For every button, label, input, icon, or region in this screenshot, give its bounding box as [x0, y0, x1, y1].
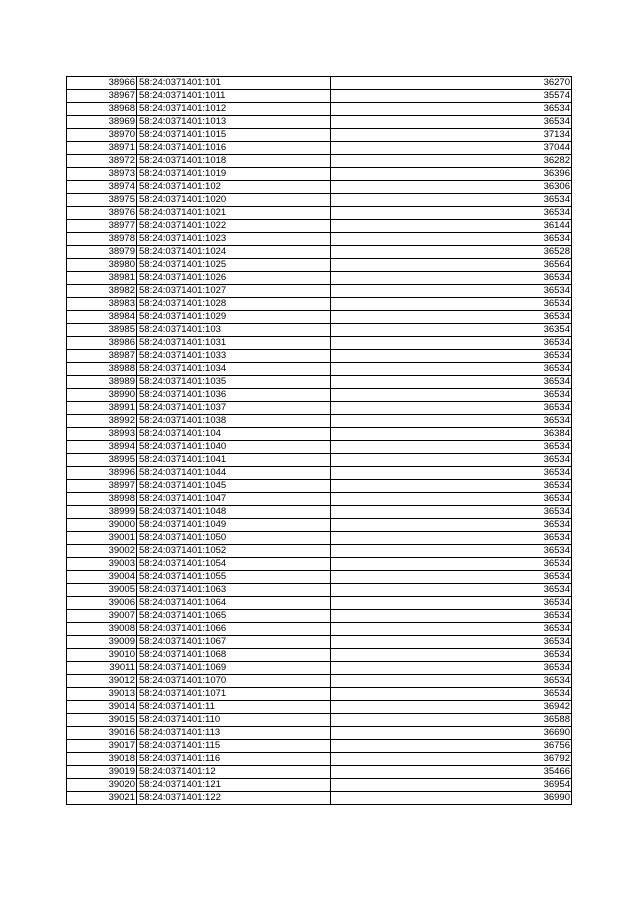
value-cell: 36534 [331, 558, 572, 571]
table-row [67, 675, 572, 688]
row-number-cell: 38978 [67, 233, 137, 246]
table-row [67, 194, 572, 207]
row-number-cell: 38997 [67, 480, 137, 493]
data-table [66, 76, 572, 805]
table-row [67, 337, 572, 350]
cadastral-number-cell: 58:24:0371401:1020 [137, 194, 331, 207]
row-number-cell: 38974 [67, 181, 137, 194]
row-number-cell: 38972 [67, 155, 137, 168]
table-row [67, 597, 572, 610]
value-cell: 36534 [331, 350, 572, 363]
row-number-cell: 38968 [67, 103, 137, 116]
value-cell: 36534 [331, 610, 572, 623]
table-row [67, 389, 572, 402]
cadastral-number-cell: 58:24:0371401:1050 [137, 532, 331, 545]
value-cell: 36954 [331, 779, 572, 792]
table-row [67, 493, 572, 506]
cadastral-number-cell: 58:24:0371401:11 [137, 701, 331, 714]
table-row [67, 766, 572, 779]
cadastral-number-cell: 58:24:0371401:1011 [137, 90, 331, 103]
cadastral-number-cell: 58:24:0371401:1065 [137, 610, 331, 623]
value-cell: 36396 [331, 168, 572, 181]
row-number-cell: 38971 [67, 142, 137, 155]
cadastral-number-cell: 58:24:0371401:1035 [137, 376, 331, 389]
cadastral-number-cell: 58:24:0371401:1047 [137, 493, 331, 506]
table-row [67, 558, 572, 571]
value-cell: 36534 [331, 480, 572, 493]
cadastral-number-cell: 58:24:0371401:1013 [137, 116, 331, 129]
table-row [67, 402, 572, 415]
table-row [67, 506, 572, 519]
cadastral-number-cell: 58:24:0371401:1012 [137, 103, 331, 116]
cadastral-number-cell: 58:24:0371401:1022 [137, 220, 331, 233]
value-cell: 36534 [331, 506, 572, 519]
value-cell: 36534 [331, 103, 572, 116]
table-row [67, 467, 572, 480]
cadastral-number-cell: 58:24:0371401:1069 [137, 662, 331, 675]
value-cell: 36528 [331, 246, 572, 259]
value-cell: 36534 [331, 519, 572, 532]
value-cell: 36534 [331, 441, 572, 454]
row-number-cell: 38983 [67, 298, 137, 311]
row-number-cell: 38981 [67, 272, 137, 285]
value-cell: 36534 [331, 116, 572, 129]
row-number-cell: 39001 [67, 532, 137, 545]
table-row [67, 181, 572, 194]
table-row [67, 688, 572, 701]
cadastral-number-cell: 58:24:0371401:115 [137, 740, 331, 753]
value-cell: 36384 [331, 428, 572, 441]
cadastral-number-cell: 58:24:0371401:101 [137, 77, 331, 90]
value-cell: 36942 [331, 701, 572, 714]
table-row [67, 740, 572, 753]
cadastral-number-cell: 58:24:0371401:1049 [137, 519, 331, 532]
row-number-cell: 38982 [67, 285, 137, 298]
cadastral-number-cell: 58:24:0371401:1018 [137, 155, 331, 168]
cadastral-number-cell: 58:24:0371401:1027 [137, 285, 331, 298]
table-row [67, 376, 572, 389]
value-cell: 36534 [331, 649, 572, 662]
row-number-cell: 39009 [67, 636, 137, 649]
row-number-cell: 38987 [67, 350, 137, 363]
cadastral-number-cell: 58:24:0371401:116 [137, 753, 331, 766]
cadastral-number-cell: 58:24:0371401:1054 [137, 558, 331, 571]
table-row [67, 428, 572, 441]
cadastral-number-cell: 58:24:0371401:110 [137, 714, 331, 727]
row-number-cell: 38998 [67, 493, 137, 506]
value-cell: 36306 [331, 181, 572, 194]
row-number-cell: 38973 [67, 168, 137, 181]
row-number-cell: 38994 [67, 441, 137, 454]
value-cell: 36690 [331, 727, 572, 740]
value-cell: 36534 [331, 207, 572, 220]
table-row [67, 480, 572, 493]
cadastral-number-cell: 58:24:0371401:1066 [137, 623, 331, 636]
row-number-cell: 38977 [67, 220, 137, 233]
table-row [67, 246, 572, 259]
row-number-cell: 38995 [67, 454, 137, 467]
table-row [67, 155, 572, 168]
value-cell: 36534 [331, 493, 572, 506]
cadastral-number-cell: 58:24:0371401:1070 [137, 675, 331, 688]
value-cell: 36144 [331, 220, 572, 233]
cadastral-number-cell: 58:24:0371401:1019 [137, 168, 331, 181]
table-row [67, 532, 572, 545]
table-row [67, 298, 572, 311]
cadastral-number-cell: 58:24:0371401:1016 [137, 142, 331, 155]
cadastral-number-cell: 58:24:0371401:1026 [137, 272, 331, 285]
cadastral-number-cell: 58:24:0371401:1025 [137, 259, 331, 272]
value-cell: 36534 [331, 688, 572, 701]
value-cell: 37044 [331, 142, 572, 155]
row-number-cell: 39013 [67, 688, 137, 701]
table-row [67, 610, 572, 623]
row-number-cell: 39008 [67, 623, 137, 636]
value-cell: 36534 [331, 584, 572, 597]
table-row [67, 662, 572, 675]
row-number-cell: 39016 [67, 727, 137, 740]
cadastral-number-cell: 58:24:0371401:1052 [137, 545, 331, 558]
table-row [67, 519, 572, 532]
row-number-cell: 38990 [67, 389, 137, 402]
value-cell: 36534 [331, 467, 572, 480]
table-row [67, 259, 572, 272]
value-cell: 36534 [331, 233, 572, 246]
cadastral-number-cell: 58:24:0371401:1055 [137, 571, 331, 584]
cadastral-number-cell: 58:24:0371401:1044 [137, 467, 331, 480]
value-cell: 36534 [331, 662, 572, 675]
cadastral-number-cell: 58:24:0371401:1028 [137, 298, 331, 311]
value-cell: 36588 [331, 714, 572, 727]
table-row [67, 571, 572, 584]
row-number-cell: 38976 [67, 207, 137, 220]
value-cell: 36534 [331, 597, 572, 610]
row-number-cell: 39002 [67, 545, 137, 558]
value-cell: 36534 [331, 311, 572, 324]
value-cell: 36534 [331, 363, 572, 376]
value-cell: 36534 [331, 415, 572, 428]
row-number-cell: 39004 [67, 571, 137, 584]
cadastral-number-cell: 58:24:0371401:1023 [137, 233, 331, 246]
value-cell: 36534 [331, 571, 572, 584]
table-row [67, 324, 572, 337]
row-number-cell: 39020 [67, 779, 137, 792]
value-cell: 37134 [331, 129, 572, 142]
row-number-cell: 38980 [67, 259, 137, 272]
cadastral-number-cell: 58:24:0371401:1048 [137, 506, 331, 519]
cadastral-number-cell: 58:24:0371401:1038 [137, 415, 331, 428]
row-number-cell: 38992 [67, 415, 137, 428]
value-cell: 35466 [331, 766, 572, 779]
table-row [67, 584, 572, 597]
row-number-cell: 38988 [67, 363, 137, 376]
value-cell: 36270 [331, 77, 572, 90]
cadastral-number-cell: 58:24:0371401:1063 [137, 584, 331, 597]
table-row [67, 779, 572, 792]
table-row [67, 636, 572, 649]
value-cell: 36534 [331, 376, 572, 389]
row-number-cell: 39003 [67, 558, 137, 571]
table-row [67, 103, 572, 116]
table-row [67, 350, 572, 363]
table-row [67, 714, 572, 727]
row-number-cell: 38975 [67, 194, 137, 207]
value-cell: 36534 [331, 675, 572, 688]
table-row [67, 220, 572, 233]
table-row [67, 207, 572, 220]
table-row [67, 129, 572, 142]
row-number-cell: 38979 [67, 246, 137, 259]
row-number-cell: 39014 [67, 701, 137, 714]
row-number-cell: 38993 [67, 428, 137, 441]
cadastral-number-cell: 58:24:0371401:1041 [137, 454, 331, 467]
cadastral-number-cell: 58:24:0371401:1064 [137, 597, 331, 610]
row-number-cell: 38991 [67, 402, 137, 415]
cadastral-number-cell: 58:24:0371401:1045 [137, 480, 331, 493]
row-number-cell: 39007 [67, 610, 137, 623]
value-cell: 36534 [331, 454, 572, 467]
row-number-cell: 39019 [67, 766, 137, 779]
cadastral-number-cell: 58:24:0371401:103 [137, 324, 331, 337]
row-number-cell: 39017 [67, 740, 137, 753]
value-cell: 36534 [331, 337, 572, 350]
value-cell: 36534 [331, 545, 572, 558]
row-number-cell: 39021 [67, 792, 137, 805]
table-row [67, 545, 572, 558]
value-cell: 36534 [331, 623, 572, 636]
value-cell: 36534 [331, 636, 572, 649]
row-number-cell: 39012 [67, 675, 137, 688]
table-row [67, 623, 572, 636]
row-number-cell: 38999 [67, 506, 137, 519]
table-row [67, 649, 572, 662]
cadastral-number-cell: 58:24:0371401:1040 [137, 441, 331, 454]
cadastral-number-cell: 58:24:0371401:1033 [137, 350, 331, 363]
cadastral-number-cell: 58:24:0371401:102 [137, 181, 331, 194]
value-cell: 36534 [331, 532, 572, 545]
cadastral-number-cell: 58:24:0371401:121 [137, 779, 331, 792]
value-cell: 36282 [331, 155, 572, 168]
row-number-cell: 38985 [67, 324, 137, 337]
value-cell: 36534 [331, 402, 572, 415]
value-cell: 35574 [331, 90, 572, 103]
row-number-cell: 38986 [67, 337, 137, 350]
cadastral-number-cell: 58:24:0371401:1036 [137, 389, 331, 402]
value-cell: 36534 [331, 285, 572, 298]
row-number-cell: 38966 [67, 77, 137, 90]
cadastral-number-cell: 58:24:0371401:1071 [137, 688, 331, 701]
value-cell: 36756 [331, 740, 572, 753]
cadastral-number-cell: 58:24:0371401:1037 [137, 402, 331, 415]
cadastral-number-cell: 58:24:0371401:104 [137, 428, 331, 441]
row-number-cell: 38967 [67, 90, 137, 103]
value-cell: 36534 [331, 194, 572, 207]
table-row [67, 441, 572, 454]
table-row [67, 792, 572, 805]
table-row [67, 454, 572, 467]
table-body [67, 77, 572, 805]
cadastral-number-cell: 58:24:0371401:1015 [137, 129, 331, 142]
table-row [67, 168, 572, 181]
value-cell: 36990 [331, 792, 572, 805]
row-number-cell: 39000 [67, 519, 137, 532]
row-number-cell: 39011 [67, 662, 137, 675]
table-row [67, 233, 572, 246]
cadastral-number-cell: 58:24:0371401:1029 [137, 311, 331, 324]
row-number-cell: 39018 [67, 753, 137, 766]
table-row [67, 285, 572, 298]
cadastral-number-cell: 58:24:0371401:1067 [137, 636, 331, 649]
table-row [67, 727, 572, 740]
value-cell: 36534 [331, 389, 572, 402]
table-row [67, 90, 572, 103]
table-row [67, 311, 572, 324]
row-number-cell: 38989 [67, 376, 137, 389]
table-row [67, 272, 572, 285]
row-number-cell: 39006 [67, 597, 137, 610]
row-number-cell: 38970 [67, 129, 137, 142]
cadastral-number-cell: 58:24:0371401:113 [137, 727, 331, 740]
value-cell: 36792 [331, 753, 572, 766]
value-cell: 36534 [331, 298, 572, 311]
table-row [67, 753, 572, 766]
value-cell: 36534 [331, 272, 572, 285]
table-row [67, 701, 572, 714]
row-number-cell: 39015 [67, 714, 137, 727]
cadastral-number-cell: 58:24:0371401:1031 [137, 337, 331, 350]
cadastral-number-cell: 58:24:0371401:1021 [137, 207, 331, 220]
table-row [67, 415, 572, 428]
cadastral-number-cell: 58:24:0371401:1034 [137, 363, 331, 376]
row-number-cell: 39010 [67, 649, 137, 662]
cadastral-number-cell: 58:24:0371401:122 [137, 792, 331, 805]
value-cell: 36354 [331, 324, 572, 337]
table-row [67, 77, 572, 90]
table-row [67, 142, 572, 155]
row-number-cell: 39005 [67, 584, 137, 597]
cadastral-number-cell: 58:24:0371401:12 [137, 766, 331, 779]
cadastral-number-cell: 58:24:0371401:1068 [137, 649, 331, 662]
row-number-cell: 38984 [67, 311, 137, 324]
table-row [67, 363, 572, 376]
row-number-cell: 38969 [67, 116, 137, 129]
row-number-cell: 38996 [67, 467, 137, 480]
cadastral-number-cell: 58:24:0371401:1024 [137, 246, 331, 259]
table-row [67, 116, 572, 129]
value-cell: 36564 [331, 259, 572, 272]
